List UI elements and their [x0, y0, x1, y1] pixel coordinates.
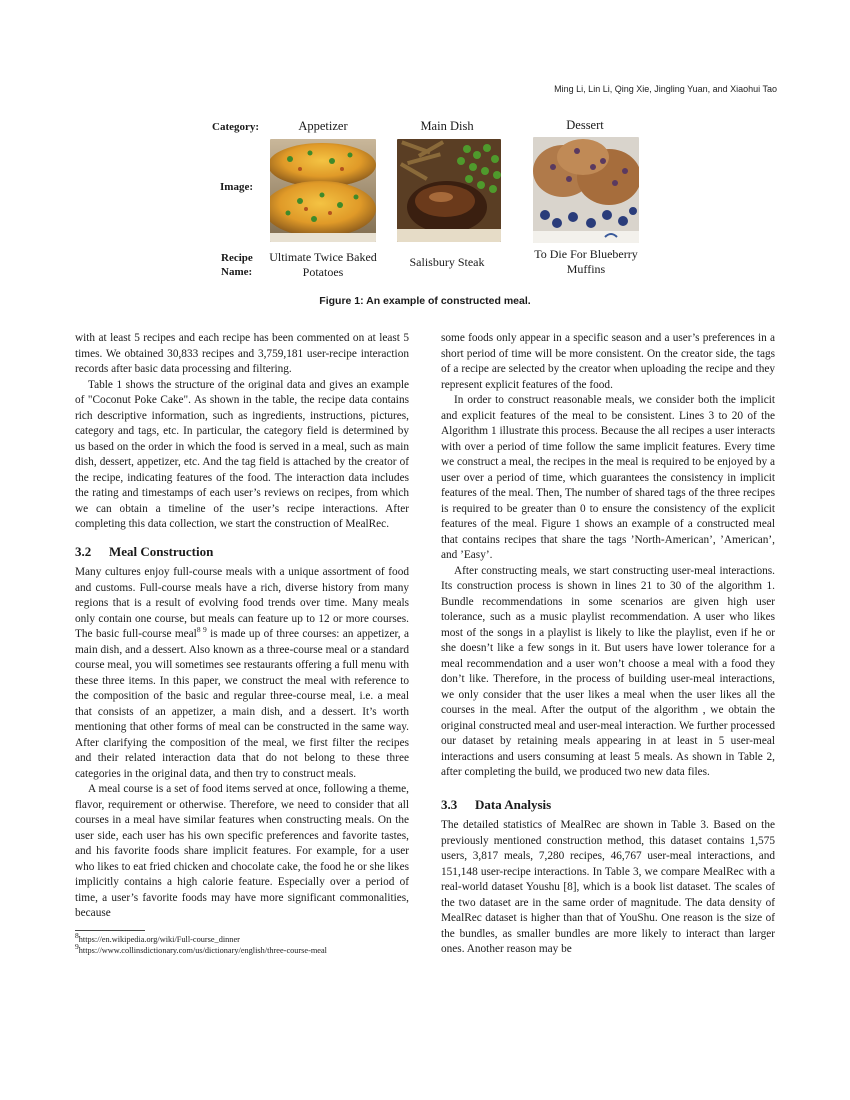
paragraph: some foods only appear in a specific season and a user’s preferences in a short period of time will be more consistent. On the creator side, the tags of a recipe are selected by the creator when uploading the recipe and they represent explicit features of the food.	[441, 332, 775, 391]
figure-caption: Figure 1: An example of constructed meal.	[319, 295, 531, 307]
footnote-9: $^9$https://www.collinsdictionary.com/us/dictionary/english/three-course-meal	[75, 941, 327, 955]
fig-label-name: Name:	[221, 266, 253, 278]
recipe-name-potatoes: Ultimate Twice Baked Potatoes	[269, 250, 377, 279]
footnote-8: $^8$https://en.wikipedia.org/wiki/Full-course_dinner	[75, 930, 240, 944]
footnote-marker[interactable]: 9	[203, 625, 207, 635]
paragraph: After constructing meals, we start constructing user-meal interactions. Its construction process is shown in lines 21 to 30 of the algorithm 1. Bundle recommendations in some scenarios are given high user tolerance, such as a music playlist recommendation. A user who likes most of the songs in a playlist is likely to like the playlist, even if he or she doesn’t like a few songs in it. But users have lower tolerance for a meal recommendation and a user won’t choose a meal with a food they don’t like. Therefore, in the process of building user-meal interactions, we only consider that the user likes a meal when the user likes all the courses in the meal. After the output of the algorithm , we obtain the original constructed meal and user-meal interaction. We further processed our dataset by retaining meals appearing in at least in 5 user-meal interactions and users consuming at least 5 meals. As shown in Table 2, after completing the build, we produced two new data files.	[441, 564, 775, 778]
category-appetizer: Appetizer	[298, 119, 348, 133]
category-main-dish: Main Dish	[420, 119, 474, 133]
right-column	[441, 331, 775, 958]
footnote-link[interactable]: https://en.wikipedia.org/wiki/Full-course_dinner	[78, 934, 240, 944]
section-heading-3-3: 3.3 Data Analysis	[441, 796, 552, 812]
image-twice-baked-potatoes	[270, 139, 376, 242]
section-heading-3-2: 3.2 Meal Construction	[75, 543, 214, 559]
image-salisbury-steak	[397, 139, 501, 242]
category-dessert: Dessert	[566, 118, 604, 132]
left-column	[75, 331, 409, 956]
figure-1	[0, 0, 850, 320]
fig-label-image: Image:	[220, 181, 253, 193]
paragraph: Table 1 shows the structure of the original data and gives an example of "Coconut Poke Cake". As shown in the table, the recipe data contains rich descriptive information, such as ingredients, instructions, pictures, category and tags, etc. In particular, the category field is determined by us based on the order in which the food is served in a meal, such as main dish, dessert, appetizer, etc. And the tag field is attached by the creator of the recipe, indicating features of the food. The interaction data includes the rating and timestamps of each user’s reviews on recipes, from which we can obtain a timeline of the user’s recipe interactions. After completing this data collection, we start the construction of MealRec.	[75, 378, 409, 530]
footnote-link[interactable]: https://www.collinsdictionary.com/us/dictionary/english/three-course-meal	[78, 945, 327, 955]
running-head: Ming Li, Lin Li, Qing Xie, Jingling Yuan, and Xiaohui Tao	[554, 84, 777, 94]
paragraph: A meal course is a set of food items served at once, following a theme, flavor, requirement or otherwise. Therefore, we need to consider that all courses in a meal have similar features when constructing meals. On the user side, each user has his own specific preferences and favorite tastes, and his favorite foods share implicit features. For example, for a user who likes to eat fried chicken and chocolate cake, the food he or she likes implicitly contains a high calorie feature. Especially over a period of time, a user’s favorite foods may have more significant commonalities, because	[75, 783, 409, 919]
recipe-name-muffins: To Die For Blueberry Muffins	[534, 247, 638, 276]
paragraph: The detailed statistics of MealRec are shown in Table 3. Based on the previously mentioned construction method, this dataset contains 1,575 users, 3,817 meals, 7,280 recipes, 46,767 user-meal interactions, and 151,148 user-recipe interactions. In Table 3, we compare MealRec with a real-world dataset Youshu [8], which is a book list dataset. The scales of the two dataset are in the same order of magnitude. The data density of MealRec dataset is higher than that of YouShu. One reason is the size of the bundles, as smaller bundles are more likely to interact than larger ones. Another reason may be	[441, 819, 775, 955]
paragraph: Many cultures enjoy full-course meals with a unique assortment of food and customs. Full-course meals have a rich, diverse history from many regions that is a result of evolving food trends over time. Many meals only contain one course, but meals can feature up to 12 or more courses. The basic full-course meal$^8$ $^9$ is made up of three courses: an appetizer, a main dish, and a dessert. Also known as a three-course meal or a standard course meal, you will sometimes see restaurants offering a full menu with these three items. In this paper, we construct the meal with reference to the composition of the basic and regular three-course meal, i.e. a meal that consists of an appetizer, a main dish, and a dessert. It’s worth mentioning that other forms of meal can be constructed in the same way. After clarifying the composition of the meal, we first filter the recipes and their related interaction data that do not belong to these three categories in the original data, and then try to construct meals.	[75, 566, 409, 780]
image-blueberry-muffins	[533, 137, 639, 243]
footnote-divider	[75, 930, 145, 931]
paragraph: In order to construct reasonable meals, we consider both the implicit and explicit features of the meal to be consistent. Lines 3 to 20 of the Algorithm 1 illustrate this process. Because the all recipes a user interacts with over a period of time follow the same implicit features. Every time we construct a meal, the recipes in the meal is required to be enjoyed by a user over a period of time, which guarantees the consistency in implicit features of the meal. Then, The number of shared tags of the three recipes is required to be greater than 0 to ensure the consistency of the explicit features of the meal. Figure 1 shows an example of a constructed meal that contains recipes that share the tags ’North-American’, ’American’, and ’Easy’.	[441, 394, 775, 561]
paragraph: with at least 5 recipes and each recipe has been commented on at least 5 times. We obtained 30,833 recipes and 3,759,181 user-recipe interaction records after basic data processing and filtering.	[75, 332, 409, 375]
fig-label-category: Category:	[212, 121, 260, 133]
recipe-name-steak: Salisbury Steak	[409, 255, 485, 269]
footnote-marker[interactable]: 8	[196, 625, 201, 635]
fig-label-recipe: Recipe	[221, 252, 253, 264]
